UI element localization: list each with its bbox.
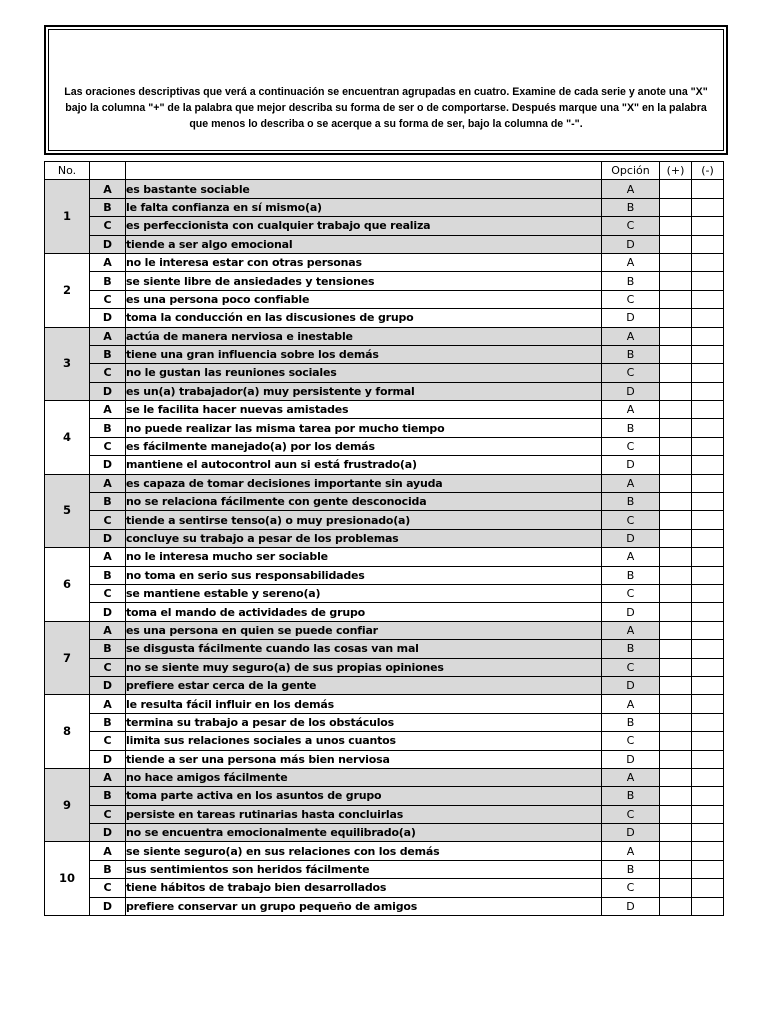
statement-text: no se relaciona fácilmente con gente desconocida: [126, 493, 602, 511]
option-letter: D: [602, 529, 660, 547]
minus-mark-cell[interactable]: [692, 253, 724, 271]
question-row: [45, 860, 724, 878]
plus-mark-cell[interactable]: [660, 290, 692, 308]
minus-mark-cell[interactable]: [692, 879, 724, 897]
statement-text: tiende a ser algo emocional: [126, 235, 602, 253]
header-letter: [90, 162, 126, 180]
minus-mark-cell[interactable]: [692, 750, 724, 768]
option-letter: C: [602, 732, 660, 750]
statement-text: concluye su trabajo a pesar de los problemas: [126, 529, 602, 547]
minus-mark-cell[interactable]: [692, 768, 724, 786]
question-row: [45, 272, 724, 290]
statement-text: no se siente muy seguro(a) de sus propias opiniones: [126, 658, 602, 676]
statement-letter: C: [90, 658, 126, 676]
minus-mark-cell[interactable]: [692, 180, 724, 198]
minus-mark-cell[interactable]: [692, 805, 724, 823]
minus-mark-cell[interactable]: [692, 566, 724, 584]
statement-text: no toma en serio sus responsabilidades: [126, 566, 602, 584]
header-row: [45, 162, 724, 180]
plus-mark-cell[interactable]: [660, 860, 692, 878]
minus-mark-cell[interactable]: [692, 658, 724, 676]
option-letter: C: [602, 437, 660, 455]
question-row: [45, 732, 724, 750]
minus-mark-cell[interactable]: [692, 345, 724, 363]
statement-text: es una persona poco confiable: [126, 290, 602, 308]
option-letter: D: [602, 456, 660, 474]
question-row: [45, 879, 724, 897]
plus-mark-cell[interactable]: [660, 235, 692, 253]
minus-mark-cell[interactable]: [692, 511, 724, 529]
statement-letter: C: [90, 732, 126, 750]
statement-text: tiende a sentirse tenso(a) o muy presionado(a): [126, 511, 602, 529]
question-row: [45, 695, 724, 713]
statement-letter: A: [90, 253, 126, 271]
question-row: [45, 713, 724, 731]
statement-letter: B: [90, 272, 126, 290]
question-row: [45, 621, 724, 639]
statement-letter: C: [90, 584, 126, 602]
option-letter: A: [602, 695, 660, 713]
question-row: [45, 401, 724, 419]
minus-mark-cell[interactable]: [692, 787, 724, 805]
option-letter: B: [602, 198, 660, 216]
option-letter: A: [602, 768, 660, 786]
table-body: [45, 180, 724, 916]
statement-text: toma parte activa en los asuntos de grupo: [126, 787, 602, 805]
statement-letter: D: [90, 382, 126, 400]
statement-letter: C: [90, 879, 126, 897]
option-letter: B: [602, 345, 660, 363]
option-letter: D: [602, 897, 660, 915]
option-letter: B: [602, 860, 660, 878]
question-row: [45, 787, 724, 805]
statement-letter: B: [90, 493, 126, 511]
statement-letter: D: [90, 456, 126, 474]
option-letter: D: [602, 382, 660, 400]
question-row: [45, 805, 724, 823]
statement-text: no le interesa mucho ser sociable: [126, 548, 602, 566]
question-row: [45, 566, 724, 584]
plus-mark-cell[interactable]: [660, 640, 692, 658]
header-option: Opción: [602, 162, 660, 180]
statement-text: se disgusta fácilmente cuando las cosas van mal: [126, 640, 602, 658]
minus-mark-cell[interactable]: [692, 290, 724, 308]
minus-mark-cell[interactable]: [692, 474, 724, 492]
option-letter: D: [602, 824, 660, 842]
minus-mark-cell[interactable]: [692, 842, 724, 860]
plus-mark-cell[interactable]: [660, 217, 692, 235]
plus-mark-cell[interactable]: [660, 768, 692, 786]
minus-mark-cell[interactable]: [692, 676, 724, 694]
plus-mark-cell[interactable]: [660, 511, 692, 529]
question-row: [45, 456, 724, 474]
option-letter: B: [602, 566, 660, 584]
plus-mark-cell[interactable]: [660, 658, 692, 676]
statement-text: persiste en tareas rutinarias hasta concluirlas: [126, 805, 602, 823]
option-letter: C: [602, 879, 660, 897]
statement-text: se siente libre de ansiedades y tensiones: [126, 272, 602, 290]
plus-mark-cell[interactable]: [660, 787, 692, 805]
statement-text: le falta confianza en sí mismo(a): [126, 198, 602, 216]
plus-mark-cell[interactable]: [660, 474, 692, 492]
minus-mark-cell[interactable]: [692, 272, 724, 290]
minus-mark-cell[interactable]: [692, 382, 724, 400]
statement-letter: C: [90, 437, 126, 455]
plus-mark-cell[interactable]: [660, 456, 692, 474]
plus-mark-cell[interactable]: [660, 437, 692, 455]
header-no: No.: [45, 162, 90, 180]
statement-letter: D: [90, 824, 126, 842]
statement-letter: C: [90, 217, 126, 235]
plus-mark-cell[interactable]: [660, 621, 692, 639]
statement-text: es perfeccionista con cualquier trabajo que realiza: [126, 217, 602, 235]
option-letter: B: [602, 272, 660, 290]
plus-mark-cell[interactable]: [660, 253, 692, 271]
question-row: [45, 676, 724, 694]
statement-letter: A: [90, 621, 126, 639]
plus-mark-cell[interactable]: [660, 879, 692, 897]
minus-mark-cell[interactable]: [692, 437, 724, 455]
statement-text: limita sus relaciones sociales a unos cuantos: [126, 732, 602, 750]
option-letter: B: [602, 419, 660, 437]
plus-mark-cell[interactable]: [660, 272, 692, 290]
plus-mark-cell[interactable]: [660, 676, 692, 694]
question-row: [45, 529, 724, 547]
option-letter: A: [602, 180, 660, 198]
question-row: [45, 768, 724, 786]
minus-mark-cell[interactable]: [692, 327, 724, 345]
plus-mark-cell[interactable]: [660, 309, 692, 327]
statement-letter: B: [90, 787, 126, 805]
option-letter: A: [602, 327, 660, 345]
question-row: [45, 253, 724, 271]
instructions-text: Las oraciones descriptivas que verá a continuación se encuentran agrupadas en cuatro. Examine de cada serie y anote una "X" bajo la columna "+" de la palabra que mejor describa su forma de ser o de comportarse. Después marque una "X" en la palabra que menos lo describa o se acerque a su forma de ser, bajo la columna de "-".: [64, 86, 708, 130]
option-letter: C: [602, 217, 660, 235]
statement-letter: A: [90, 548, 126, 566]
question-row: [45, 897, 724, 915]
minus-mark-cell[interactable]: [692, 456, 724, 474]
plus-mark-cell[interactable]: [660, 732, 692, 750]
minus-mark-cell[interactable]: [692, 364, 724, 382]
statement-letter: C: [90, 805, 126, 823]
minus-mark-cell[interactable]: [692, 493, 724, 511]
option-letter: A: [602, 621, 660, 639]
statement-letter: B: [90, 860, 126, 878]
statement-text: es una persona en quien se puede confiar: [126, 621, 602, 639]
option-letter: A: [602, 842, 660, 860]
question-row: [45, 180, 724, 198]
plus-mark-cell[interactable]: [660, 584, 692, 602]
group-number: 9: [45, 768, 90, 842]
question-row: [45, 327, 724, 345]
statement-text: es un(a) trabajador(a) muy persistente y formal: [126, 382, 602, 400]
question-row: [45, 437, 724, 455]
plus-mark-cell[interactable]: [660, 419, 692, 437]
plus-mark-cell[interactable]: [660, 750, 692, 768]
statement-letter: A: [90, 768, 126, 786]
statement-letter: B: [90, 566, 126, 584]
plus-mark-cell[interactable]: [660, 493, 692, 511]
option-letter: D: [602, 750, 660, 768]
statement-text: no le gustan las reuniones sociales: [126, 364, 602, 382]
question-row: [45, 584, 724, 602]
group-number: 6: [45, 548, 90, 622]
question-row: [45, 842, 724, 860]
statement-text: es fácilmente manejado(a) por los demás: [126, 437, 602, 455]
statement-letter: D: [90, 603, 126, 621]
statement-text: no se encuentra emocionalmente equilibrado(a): [126, 824, 602, 842]
question-row: [45, 511, 724, 529]
option-letter: D: [602, 235, 660, 253]
question-row: [45, 290, 724, 308]
personality-inventory-table: [44, 161, 724, 916]
group-number: 7: [45, 621, 90, 695]
statement-text: tiene hábitos de trabajo bien desarrollados: [126, 879, 602, 897]
plus-mark-cell[interactable]: [660, 713, 692, 731]
minus-mark-cell[interactable]: [692, 897, 724, 915]
statement-text: le resulta fácil influir en los demás: [126, 695, 602, 713]
statement-text: prefiere conservar un grupo pequeño de amigos: [126, 897, 602, 915]
group-number: 4: [45, 401, 90, 475]
minus-mark-cell[interactable]: [692, 860, 724, 878]
option-letter: C: [602, 584, 660, 602]
minus-mark-cell[interactable]: [692, 401, 724, 419]
question-row: [45, 364, 724, 382]
statement-letter: B: [90, 640, 126, 658]
statement-text: no hace amigos fácilmente: [126, 768, 602, 786]
plus-mark-cell[interactable]: [660, 345, 692, 363]
minus-mark-cell[interactable]: [692, 713, 724, 731]
option-letter: A: [602, 253, 660, 271]
header-statement: [126, 162, 602, 180]
header-minus: (-): [692, 162, 724, 180]
plus-mark-cell[interactable]: [660, 180, 692, 198]
plus-mark-cell[interactable]: [660, 805, 692, 823]
option-letter: C: [602, 364, 660, 382]
option-letter: A: [602, 401, 660, 419]
statement-text: termina su trabajo a pesar de los obstáculos: [126, 713, 602, 731]
minus-mark-cell[interactable]: [692, 235, 724, 253]
question-row: [45, 603, 724, 621]
minus-mark-cell[interactable]: [692, 584, 724, 602]
statement-letter: B: [90, 345, 126, 363]
plus-mark-cell[interactable]: [660, 382, 692, 400]
minus-mark-cell[interactable]: [692, 419, 724, 437]
option-letter: A: [602, 548, 660, 566]
plus-mark-cell[interactable]: [660, 566, 692, 584]
minus-mark-cell[interactable]: [692, 640, 724, 658]
statement-letter: B: [90, 198, 126, 216]
statement-letter: C: [90, 364, 126, 382]
minus-mark-cell[interactable]: [692, 621, 724, 639]
statement-text: se mantiene estable y sereno(a): [126, 584, 602, 602]
question-row: [45, 640, 724, 658]
plus-mark-cell[interactable]: [660, 401, 692, 419]
statement-text: es capaza de tomar decisiones importante sin ayuda: [126, 474, 602, 492]
statement-text: no le interesa estar con otras personas: [126, 253, 602, 271]
statement-letter: A: [90, 327, 126, 345]
statement-letter: D: [90, 676, 126, 694]
question-row: [45, 382, 724, 400]
statement-text: sus sentimientos son heridos fácilmente: [126, 860, 602, 878]
statement-letter: B: [90, 419, 126, 437]
instructions-box: [44, 25, 728, 155]
plus-mark-cell[interactable]: [660, 529, 692, 547]
question-row: [45, 419, 724, 437]
statement-letter: D: [90, 529, 126, 547]
plus-mark-cell[interactable]: [660, 824, 692, 842]
minus-mark-cell[interactable]: [692, 732, 724, 750]
plus-mark-cell[interactable]: [660, 198, 692, 216]
statement-letter: A: [90, 180, 126, 198]
question-row: [45, 345, 724, 363]
plus-mark-cell[interactable]: [660, 364, 692, 382]
statement-letter: D: [90, 309, 126, 327]
statement-text: actúa de manera nerviosa e inestable: [126, 327, 602, 345]
statement-text: tiende a ser una persona más bien nerviosa: [126, 750, 602, 768]
option-letter: C: [602, 805, 660, 823]
group-number: 5: [45, 474, 90, 548]
question-row: [45, 493, 724, 511]
statement-letter: C: [90, 290, 126, 308]
group-number: 2: [45, 253, 90, 327]
question-row: [45, 198, 724, 216]
option-letter: A: [602, 474, 660, 492]
statement-text: es bastante sociable: [126, 180, 602, 198]
minus-mark-cell[interactable]: [692, 548, 724, 566]
option-letter: C: [602, 658, 660, 676]
plus-mark-cell[interactable]: [660, 603, 692, 621]
statement-text: toma el mando de actividades de grupo: [126, 603, 602, 621]
question-row: [45, 658, 724, 676]
statement-text: mantiene el autocontrol aun si está frustrado(a): [126, 456, 602, 474]
group-number: 10: [45, 842, 90, 916]
statement-text: tiene una gran influencia sobre los demás: [126, 345, 602, 363]
option-letter: B: [602, 713, 660, 731]
minus-mark-cell[interactable]: [692, 309, 724, 327]
question-row: [45, 235, 724, 253]
minus-mark-cell[interactable]: [692, 217, 724, 235]
minus-mark-cell[interactable]: [692, 198, 724, 216]
statement-letter: D: [90, 750, 126, 768]
plus-mark-cell[interactable]: [660, 897, 692, 915]
option-letter: D: [602, 603, 660, 621]
question-row: [45, 548, 724, 566]
question-row: [45, 474, 724, 492]
plus-mark-cell[interactable]: [660, 842, 692, 860]
group-number: 8: [45, 695, 90, 769]
statement-letter: A: [90, 695, 126, 713]
statement-letter: D: [90, 235, 126, 253]
statement-letter: D: [90, 897, 126, 915]
option-letter: C: [602, 290, 660, 308]
statement-text: no puede realizar las misma tarea por mucho tiempo: [126, 419, 602, 437]
plus-mark-cell[interactable]: [660, 327, 692, 345]
minus-mark-cell[interactable]: [692, 603, 724, 621]
option-letter: B: [602, 787, 660, 805]
statement-text: prefiere estar cerca de la gente: [126, 676, 602, 694]
statement-text: se siente seguro(a) en sus relaciones con los demás: [126, 842, 602, 860]
statement-letter: C: [90, 511, 126, 529]
option-letter: D: [602, 309, 660, 327]
statement-letter: B: [90, 713, 126, 731]
plus-mark-cell[interactable]: [660, 695, 692, 713]
option-letter: C: [602, 511, 660, 529]
group-number: 1: [45, 180, 90, 254]
question-row: [45, 309, 724, 327]
option-letter: D: [602, 676, 660, 694]
question-row: [45, 750, 724, 768]
plus-mark-cell[interactable]: [660, 548, 692, 566]
question-row: [45, 217, 724, 235]
minus-mark-cell[interactable]: [692, 824, 724, 842]
option-letter: B: [602, 493, 660, 511]
header-plus: (+): [660, 162, 692, 180]
minus-mark-cell[interactable]: [692, 529, 724, 547]
option-letter: B: [602, 640, 660, 658]
minus-mark-cell[interactable]: [692, 695, 724, 713]
statement-letter: A: [90, 474, 126, 492]
group-number: 3: [45, 327, 90, 401]
statement-text: toma la conducción en las discusiones de grupo: [126, 309, 602, 327]
question-row: [45, 824, 724, 842]
statement-text: se le facilita hacer nuevas amistades: [126, 401, 602, 419]
statement-letter: A: [90, 842, 126, 860]
statement-letter: A: [90, 401, 126, 419]
